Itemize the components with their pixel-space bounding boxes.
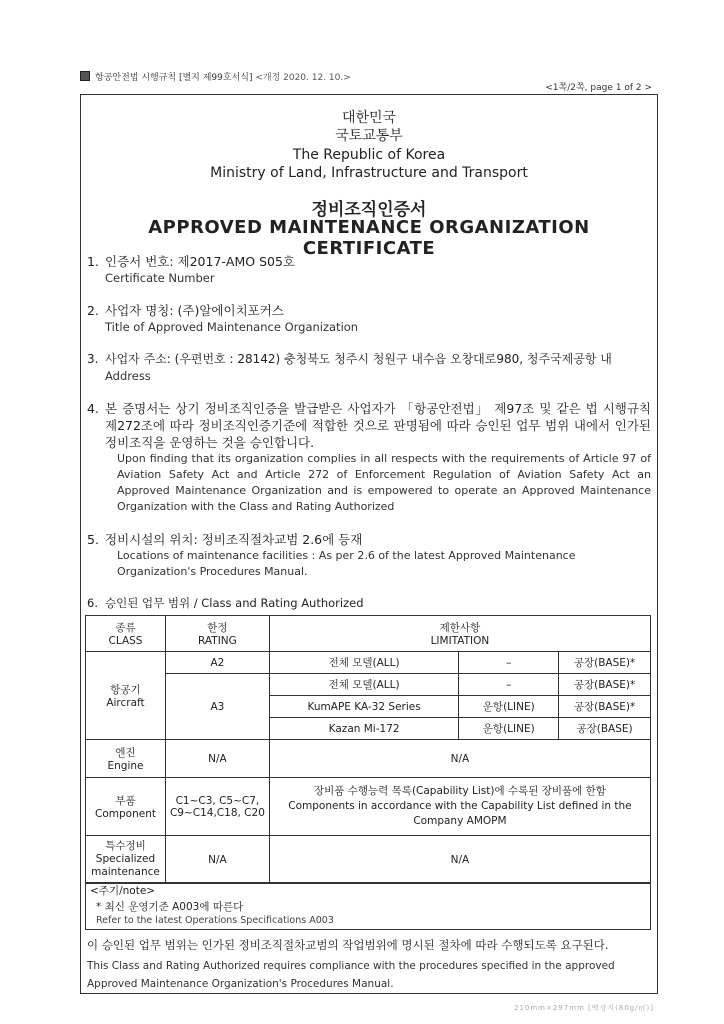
type-cell: 운항(LINE) [459,718,559,740]
class-aircraft: 항공기 Aircraft [86,652,166,740]
item-organization-name: 2. 사업자 명칭: (주)알에이치포커스 Title of Approved Maintenance Organization [87,303,359,334]
country-ko: 대한민국 [341,110,397,126]
type-cell: – [459,652,559,674]
place-cell: 공장(BASE) [559,718,651,740]
table-row [86,674,651,696]
table-row-component [86,778,651,836]
checkbox-icon [80,71,90,81]
item-approval-statement: 4. 본 증명서는 상기 정비조직인증을 발급받은 사업자가 「항공안전법」 제97조 및 같은 법 시행규칙 제272조에 따라 정비조직인증기준에 적합한 것으로 판명됨에 따라 승인된 업무 범위 내에서 인가된 정비조직을 운영하는 것을 승인합니다. Upon finding that its organization complies in all respects with the requirements of Article 97 of Aviation Safety Act and Article 272 of Enforcement Regulation of Aviation Safety Act an Approved Maintenance Organization and is empowered to operate an Approved Maintenance Organization with the Class and Rating Authorized [87,401,651,513]
model-cell: 전체 모델(ALL) [269,652,458,674]
class-specialized: 특수정비 Specialized maintenance [86,836,166,884]
paper-spec: 210mm×297mm [백상지(80g/㎡)] [513,1004,654,1012]
footer-requirement-ko: 이 승인된 업무 범위는 인가된 정비조직절차교범의 작업범위에 명시된 절차에 따라 수행되도록 요구된다. [87,938,609,952]
note-en: Refer to the latest Operations Specifications A003 [96,915,334,926]
table-header-row [86,616,651,652]
rating-cell: N/A [165,740,269,778]
note-ko: * 최신 운영기준 A003에 따른다 [96,901,244,913]
rating-cell: A3 [165,674,269,740]
item-certificate-number: 1. 인증서 번호: 제2017-AMO S05호 Certificate Number [87,254,295,285]
limitation-cell: 장비품 수행능력 목록(Capability List)에 수록된 장비품에 한함 Components in accordance with the Capability List defined in the Company AMOPM [269,778,650,836]
model-cell: Kazan Mi-172 [269,718,458,740]
ministry-en: Ministry of Land, Infrastructure and Transport [210,165,528,181]
table-row-special [86,836,651,884]
note-box [85,882,651,930]
item-address: 3. 사업자 주소: (우편번호 : 28142) 충청북도 청주시 청원구 내수읍 오창대로980, 청주국제공항 내 Address [87,352,612,383]
header-limitation: 제한사항 LIMITATION [269,616,650,652]
item-facility-location: 5. 정비시설의 위치: 정비조직절차교범 2.6에 등재 Locations of maintenance facilities : As per 2.6 of the latest Approved Maintenance Organization's Procedures Manual. [87,532,576,578]
class-component: 부품 Component [86,778,166,836]
model-cell: KumAPE KA-32 Series [269,696,458,718]
place-cell: 공장(BASE)* [559,674,651,696]
certificate-frame [80,94,658,994]
certificate-title-ko: 정비조직인증서 [311,200,427,220]
footer-requirement-en: This Class and Rating Authorized requires compliance with the procedures specified in the approved Approved Maintenance Organization's Procedures Manual. [87,960,615,990]
class-engine: 엔진 Engine [86,740,166,778]
form-reference: 항공안전법 시행규칙 [별지 제99호서식] <개정 2020. 12. 10.> [80,70,351,83]
rating-cell: A2 [165,652,269,674]
revision-date: <개정 2020. 12. 10.> [255,73,351,83]
limitation-cell: N/A [269,740,650,778]
header-rating: 한정 RATING [165,616,269,652]
header-class: 종류 CLASS [86,616,166,652]
place-cell: 공장(BASE)* [559,696,651,718]
ministry-ko: 국토교통부 [335,128,403,144]
item-scope: 6. 승인된 업무 범위 / Class and Rating Authorized [87,596,364,610]
type-cell: 운항(LINE) [459,696,559,718]
table-row [86,652,651,674]
rating-cell: N/A [165,836,269,884]
model-cell: 전체 모델(ALL) [269,674,458,696]
page-indicator: <1쪽/2쪽, page 1 of 2 > [545,83,652,93]
class-rating-table [85,615,651,884]
certificate-title-en: APPROVED MAINTENANCE ORGANIZATION CERTIFICATE [148,217,590,259]
note-label: <주기/note> [90,885,156,897]
type-cell: – [459,674,559,696]
place-cell: 공장(BASE)* [559,652,651,674]
country-en: The Republic of Korea [292,147,446,163]
limitation-cell: N/A [269,836,650,884]
table-row-engine [86,740,651,778]
rating-cell: C1~C3, C5~C7, C9~C14,C18, C20 [165,778,269,836]
